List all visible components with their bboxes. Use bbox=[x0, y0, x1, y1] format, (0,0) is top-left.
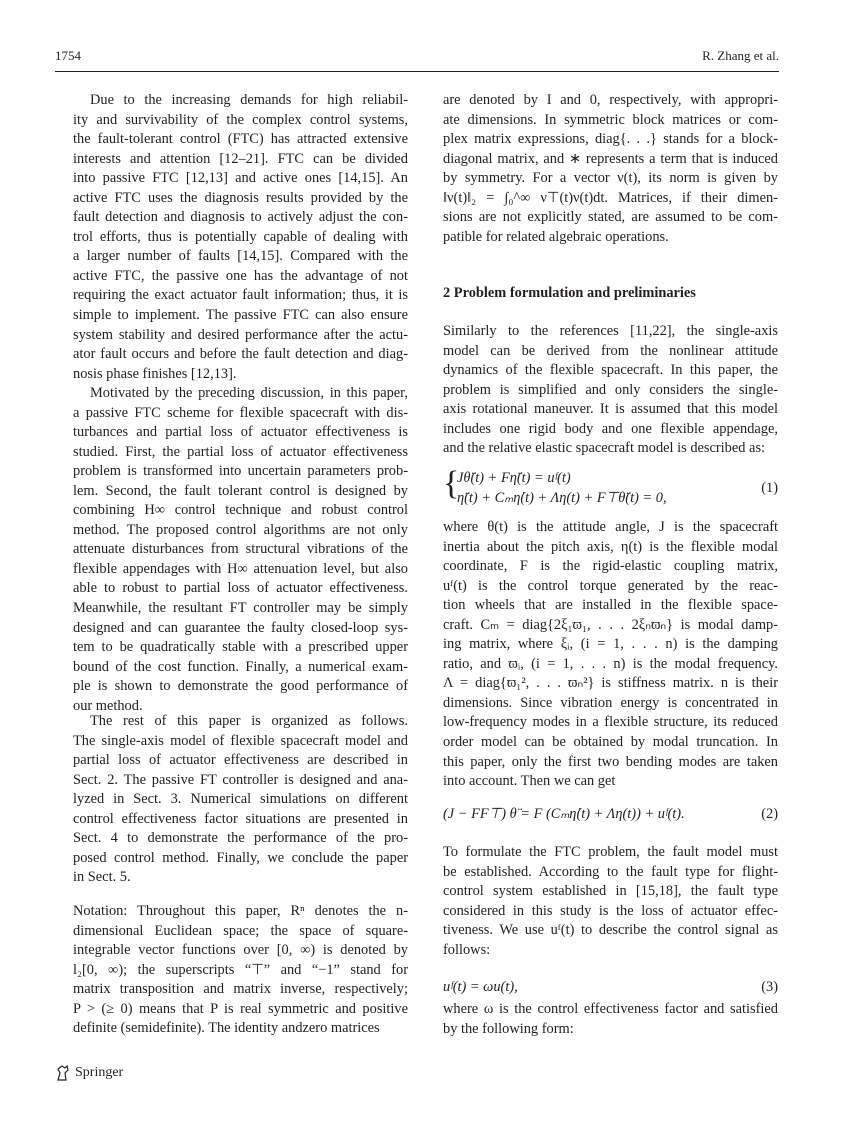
text-line: integrable vector functions over [0, ∞) is denoted by bbox=[73, 942, 408, 959]
text-line: model can be derived from the nonlinear attitude bbox=[443, 342, 778, 359]
text-line: Similarly to the references [11,22], the single-axis bbox=[443, 323, 778, 339]
text-line: P > (≥ 0) means that P is real symmetric and positive bbox=[73, 1000, 408, 1017]
text-line: active FTC, the passive one has the advantage of not bbox=[73, 267, 408, 284]
text-line: simple to implement. The passive FTC can also ensure bbox=[73, 307, 408, 324]
text-line: diagonal matrix, and ∗ represents a term that is induced bbox=[443, 150, 778, 167]
text-line: inertia about the pitch axis, η(t) is the flexible modal bbox=[443, 538, 778, 555]
text-line: axis rotational maneuver. It is assumed that this model bbox=[443, 401, 778, 418]
text-line: partial loss of actuator effectiveness are described in bbox=[73, 752, 408, 769]
text-line: dynamics of the flexible spacecraft. In this paper, the bbox=[443, 362, 778, 379]
text-line: l₂[0, ∞); the superscripts “⊤” and “−1” stand for bbox=[73, 961, 408, 978]
text-line: includes one rigid body and one flexible appendage, bbox=[443, 420, 778, 437]
text-line: control effectiveness factor situations are presented in bbox=[73, 810, 408, 827]
text-line: Sect. 4 to demonstrate the performance of the pro- bbox=[73, 830, 408, 847]
text-line: To formulate the FTC problem, the fault model must bbox=[443, 844, 778, 860]
text-line: our method. bbox=[73, 697, 143, 714]
paragraph bbox=[443, 843, 778, 960]
text-line: patible for related algebraic operations. bbox=[443, 228, 669, 245]
header-rule bbox=[55, 71, 779, 72]
text-line: the fault-tolerant control (FTC) has attracted extensive bbox=[73, 131, 408, 148]
text-line: control system established in [15,18], the fault type bbox=[443, 883, 778, 900]
text-line: turbances and partial loss of actuator effectiveness is bbox=[73, 424, 408, 441]
paragraph bbox=[73, 91, 408, 384]
text-line: fault detection and diagnosis to actively adjust the con- bbox=[73, 209, 408, 226]
equation-1 bbox=[443, 465, 778, 510]
paragraph bbox=[443, 322, 778, 459]
equation-3-body: uᶠ(t) = ωu(t), bbox=[443, 979, 518, 995]
text-line: ratio, and ϖᵢ, (i = 1, . . . n) is the modal frequency. bbox=[443, 655, 778, 672]
text-line: trol efforts, thus is potentially capable of dealing with bbox=[73, 228, 408, 245]
text-line: into passive FTC [12,13] and active ones [14,15]. An bbox=[73, 170, 408, 187]
text-line: interests and attention [12–21]. FTC can be divided bbox=[73, 150, 408, 167]
text-line: nosis phase finishes [12,13]. bbox=[73, 365, 237, 382]
text-line: ator fault occurs and before the fault detection and diag- bbox=[73, 346, 408, 363]
text-line: posed control method. Finally, we conclude the paper bbox=[73, 849, 408, 866]
text-line: problem is simplified and only considers the single- bbox=[443, 381, 778, 398]
text-line: where ω is the control effectiveness factor and satisfied bbox=[443, 1001, 778, 1017]
text-line: matrix transposition and matrix inverse, respectively; bbox=[73, 981, 408, 998]
text-line: coordinate, F is the rigid-elastic coupling matrix, bbox=[443, 558, 778, 575]
text-line: by the following form: bbox=[443, 1020, 574, 1037]
text-line: definite (semidefinite). The identity andzero matrices bbox=[73, 1020, 380, 1037]
text-line: The rest of this paper is organized as follows. bbox=[90, 713, 408, 729]
text-line: sions are not explicitly stated, are assumed to be com- bbox=[443, 209, 778, 226]
equation-3 bbox=[443, 977, 778, 997]
publisher-name: Springer bbox=[75, 1065, 124, 1080]
page-number: 1754 bbox=[55, 48, 81, 63]
text-line: tion wheels that are installed in the flexible space- bbox=[443, 597, 778, 614]
equation-number: (1) bbox=[761, 480, 778, 496]
text-line: dimensional Euclidean space; the space of square- bbox=[73, 922, 408, 939]
text-line: The single-axis model of flexible spacecraft model and bbox=[73, 732, 408, 749]
paragraph bbox=[73, 712, 408, 888]
equation-number: (3) bbox=[761, 979, 778, 995]
text-line: Λ = diag{ϖ₁², . . . ϖₙ²} is stiffness matrix. n is their bbox=[443, 675, 778, 692]
text-line: active FTC uses the diagnosis results provided by the bbox=[73, 189, 408, 206]
text-line: tiveness. We use uᶠ(t) to describe the control signal as bbox=[443, 922, 778, 939]
text-line: in Sect. 5. bbox=[73, 869, 131, 886]
text-line: method. The proposed control algorithms are not only bbox=[73, 521, 408, 538]
text-line: are denoted by I and 0, respectively, with appropri- bbox=[443, 92, 778, 108]
text-line: into account. Then we can get bbox=[443, 773, 616, 790]
paragraph bbox=[443, 1000, 778, 1039]
text-line: low-frequency modes in a flexible structure, its reduced bbox=[443, 714, 778, 731]
text-line: able to robust to partial loss of actuator effectiveness. bbox=[73, 580, 408, 597]
text-line: a larger number of faults [14,15]. Compared with the bbox=[73, 248, 408, 265]
paragraph bbox=[443, 91, 778, 247]
text-line: tem to be quadratically stable with a prescribed upper bbox=[73, 639, 408, 656]
equation-2 bbox=[443, 804, 778, 824]
text-line: dimensions. Since vibration energy is concentrated in bbox=[443, 694, 778, 711]
equation-number: (2) bbox=[761, 806, 778, 822]
text-line: flexible appendages with H∞ attenuation level, but also bbox=[73, 560, 408, 577]
text-line: Meanwhile, the resultant FT controller may be simply bbox=[73, 600, 408, 617]
text-line: by symmetry. For a vector ν(t), its norm is given by bbox=[443, 170, 778, 187]
text-line: this paper, only the first two bending modes are taken bbox=[443, 753, 778, 770]
springer-horse-icon bbox=[55, 1064, 71, 1082]
running-header-authors: R. Zhang et al. bbox=[702, 48, 779, 63]
text-line: combining H∞ control technique and robust control bbox=[73, 502, 408, 519]
text-line: ple is shown to demonstrate the good performance of bbox=[73, 678, 408, 695]
text-line: a passive FTC scheme for flexible spacecraft with dis- bbox=[73, 404, 408, 421]
text-line: Sect. 2. The passive FT controller is designed and ana- bbox=[73, 771, 408, 788]
text-line: lem. Second, the fault tolerant control is designed by bbox=[73, 482, 408, 499]
text-line: Due to the increasing demands for high reliabil- bbox=[90, 92, 408, 108]
paragraph bbox=[73, 384, 408, 716]
text-line: craft. Cₘ = diag{2ξ₁ϖ₁, . . . 2ξₙϖₙ} is modal damp- bbox=[443, 616, 778, 633]
text-line: problem is transformed into uncertain parameters prob- bbox=[73, 463, 408, 480]
equation-1-line-2: η̈(t) + Cₘη̇(t) + Λη(t) + F⊤θ̈(t) = 0, bbox=[457, 490, 667, 506]
text-line: requiring the exact actuator fault information; thus, it is bbox=[73, 287, 408, 304]
text-line: ity and survivability of the complex control systems, bbox=[73, 111, 408, 128]
text-line: considered in this study is the loss of actuator effec- bbox=[443, 902, 778, 919]
text-line: follows: bbox=[443, 941, 491, 958]
equation-1-line-1: Jθ̈(t) + Fη̈(t) = uᶠ(t) bbox=[457, 470, 571, 486]
text-line: studied. First, the partial loss of actuator effectiveness bbox=[73, 443, 408, 460]
left-brace: { bbox=[443, 465, 460, 502]
text-line: ing matrix, where ξᵢ, (i = 1, . . . n) is the damping bbox=[443, 636, 778, 653]
text-line: attenuate disturbances from structural vibrations of the bbox=[73, 541, 408, 558]
text-line: and the relative elastic spacecraft model is described as: bbox=[443, 440, 766, 457]
text-line: where θ(t) is the attitude angle, J is the spacecraft bbox=[443, 519, 778, 535]
text-line: Motivated by the preceding discussion, in this paper, bbox=[90, 385, 408, 401]
text-line: be established. According to the fault type for flight- bbox=[443, 863, 778, 880]
footer bbox=[55, 1064, 123, 1082]
text-line: uᶠ(t) is the control torque generated by the reac- bbox=[443, 577, 778, 594]
text-line: lyzed in Sect. 3. Numerical simulations on different bbox=[73, 791, 408, 808]
text-line: bound of the cost function. Finally, a numerical exam- bbox=[73, 658, 408, 675]
text-line: plex matrix expressions, diag{. . .} stands for a block- bbox=[443, 131, 778, 148]
equation-2-body: (J − FF⊤) θ̈ = F (Cₘη̇(t) + Λη(t)) + uᶠ(t). bbox=[443, 806, 685, 822]
text-line: Notation: Throughout this paper, Rⁿ denotes the n- bbox=[73, 903, 408, 919]
notation-paragraph bbox=[73, 902, 408, 1039]
text-line: order model can be obtained by modal truncation. In bbox=[443, 734, 778, 751]
section-heading: 2 Problem formulation and preliminaries bbox=[443, 285, 696, 301]
text-line: system stability and desired performance after the actu- bbox=[73, 326, 408, 343]
text-line: designed and can guarantee the faulty closed-loop sys- bbox=[73, 619, 408, 636]
text-line: ‖ν(t)‖₂ = ∫₀^∞ ν⊤(t)ν(t)dt. Matrices, if their dimen- bbox=[443, 189, 778, 206]
paragraph bbox=[443, 518, 778, 792]
text-line: ate dimensions. In symmetric block matrices or com- bbox=[443, 111, 778, 128]
